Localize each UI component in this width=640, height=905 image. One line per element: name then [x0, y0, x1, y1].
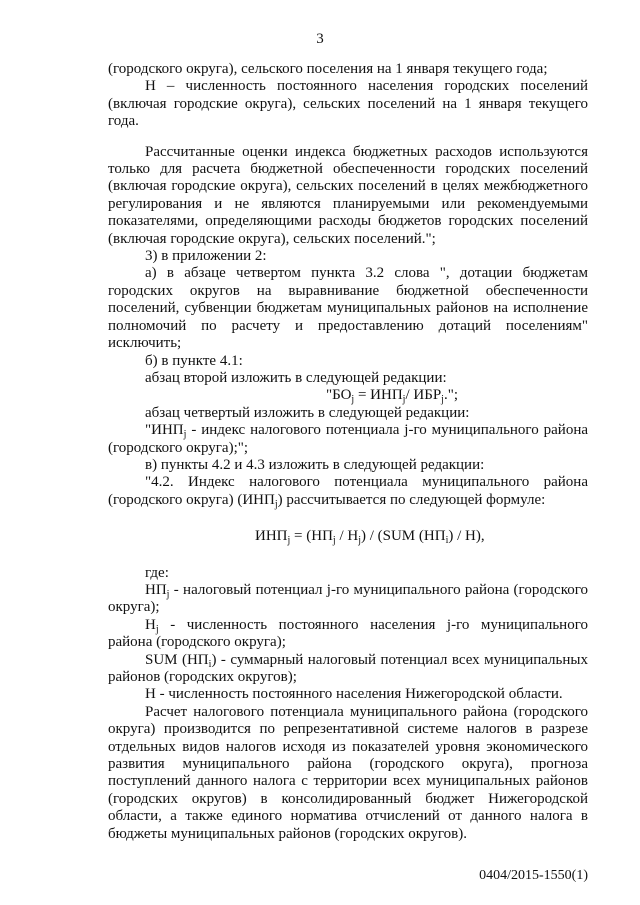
paragraph: абзац второй изложить в следующей редакции:: [145, 369, 447, 386]
paragraph: Н – численность постоянного населения городских поселений (включая городские округа), сельских поселений на 1 января текущего года.: [108, 78, 588, 130]
formula-bo: "$БО_j = ИНП_j/$ $ИБР_j$.";: [325, 387, 458, 406]
paragraph: Рассчитанные оценки индекса бюджетных расходов используются только для расчета бюджетной обеспеченности городских поселений (включая городские округа), сельских поселений в целях межбюджетного регулирования и не являются планируемыми или рекомендуемыми показателями, определяющими расходы бюджетов городских поселений (включая городские округа), сельских поселений.";: [108, 143, 588, 247]
paragraph: $Н_j$ - численность постоянного населения j-го муниципального района (городского округа);: [108, 616, 588, 651]
paragraph: а) в абзаце четвертом пункта 3.2 слова ", дотации бюджетам городских округов на выравнивание бюджетной обеспеченности поселений, субвенции бюджетам муниципальных районов на исполнение полномочий по расчету и предоставлению дотаций поселениям" исключить;: [108, 265, 588, 352]
paragraph: абзац четвертый изложить в следующей редакции:: [145, 404, 470, 421]
paragraph: 3) в приложении 2:: [145, 248, 267, 265]
document-code: 0404/2015-1550(1): [479, 868, 588, 883]
paragraph: SUM $(НП_i)$ - суммарный налоговый потенциал всех муниципальных районов (городских округов);: [108, 651, 588, 685]
paragraph: Н - численность постоянного населения Нижегородской области.: [145, 686, 563, 703]
document-body: [108, 61, 588, 843]
paragraph: "$ИНП_j$ - индекс налогового потенциала j-го муниципального района (городского округа);";: [108, 422, 588, 456]
paragraph: в) пункты 4.2 и 4.3 изложить в следующей редакции:: [145, 456, 485, 473]
page-number: 3: [316, 31, 324, 47]
paragraph: б) в пункте 4.1:: [145, 352, 243, 369]
paragraph: "4.2. Индекс налогового потенциала муниципального района (городского округа) $(ИНП_j)$ рассчитывается по следующей формуле:: [108, 474, 588, 510]
paragraph: где:: [145, 564, 169, 581]
formula-inp: $ИНП_j = (НП_j / Н_j) / (SUM$ $(НП_i) / Н$),: [255, 528, 485, 547]
paragraph: (городского округа), сельского поселения на 1 января текущего года;: [108, 61, 548, 77]
paragraph: $НП_j$ - налоговый потенциал j-го муниципального района (городского округа);: [108, 581, 588, 616]
paragraph: Расчет налогового потенциала муниципального района (городского округа) производится по репрезентативной системе налогов в разрезе отдельных видов налогов исходя из показателей уровня экономического развития муниципального района (городского округа), прогноза поступлений данного налога с территории всех муниципальных районов (городских округов) в консолидированный бюджет Нижегородской области, а также единого норматива отчислений от данного налога в бюджеты муниципальных районов (городских округов).: [108, 703, 588, 842]
